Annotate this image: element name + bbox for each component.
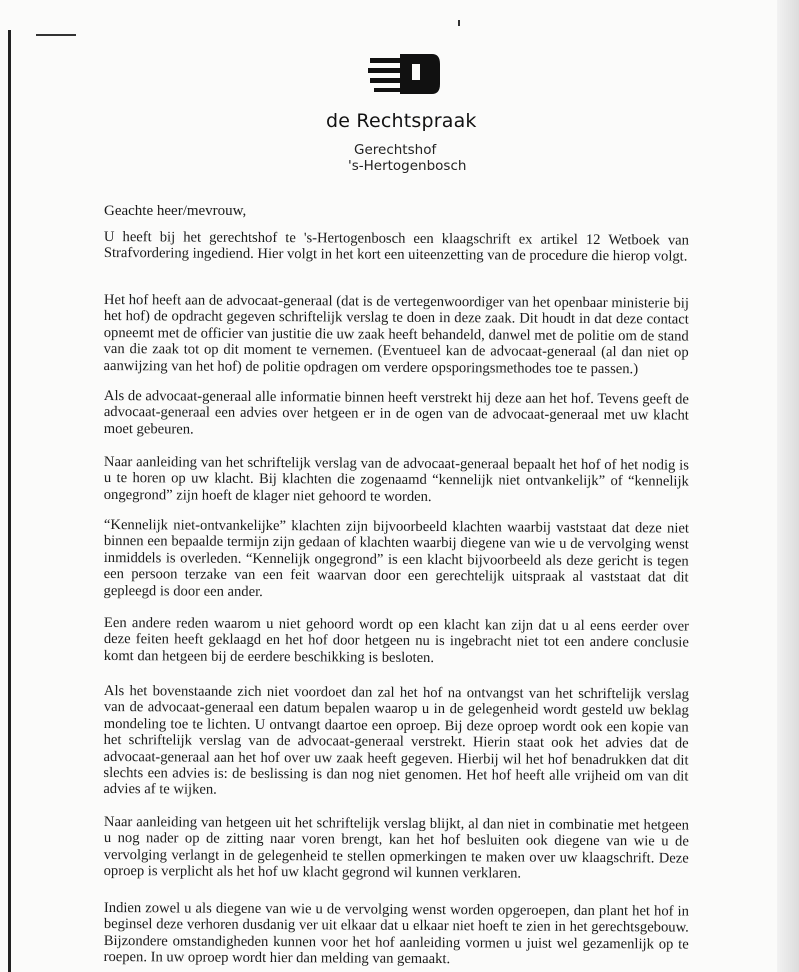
paragraph-8: Naar aanleiding van hetgeen uit het schriftelijk verslag blijkt, al dan niet in combinatie met hetgeen u nog nader op de zitting naar voren brengt, kan het hof besluiten ook diegene van wie u de vervolging verlangt in de gelegenheid te stellen opmerkingen te maken over uw klaagschrift. Deze oproep is verplicht als het hof uw klacht gegrond wil kunnen verklaren. bbox=[103, 814, 689, 882]
paragraph-2: Het hof heeft aan de advocaat-generaal (dat is de vertegenwoordiger van het openbaar ministerie bij het hof) de opdracht gegeven schriftelijk verslag te doen in deze zaak. Dit houdt in dat deze contact opneemt met de officier van justitie die uw zaak heeft behandeld, danwel met de politie om de stand van die zaak tot op dit moment te vernemen. (Eventueel kan de advocaat-generaal (al dan niet op aanwijzing van het hof) de politie opdragen om verdere opsporingsmethodes toe te passen.) bbox=[103, 292, 689, 377]
paragraph-3: Als de advocaat-generaal alle informatie binnen heeft verstrekt hij deze aan het hof. Tevens geeft de advocaat-generaal een advies over hetgeen er in de ogen van de advocaat-generaal met uw klacht moet gebeuren. bbox=[103, 388, 689, 438]
court-city: 's-Hertogenbosch bbox=[348, 158, 467, 174]
scan-border-left bbox=[8, 30, 11, 972]
salutation: Geachte heer/mevrouw, bbox=[104, 203, 247, 219]
scan-border-right bbox=[777, 0, 799, 972]
rechtspraak-logo-icon bbox=[368, 52, 442, 96]
scan-tick bbox=[458, 20, 460, 26]
paragraph-1: U heeft bij het gerechtshof te 's-Hertogenbosch een klaagschrift ex artikel 12 Wetboek van Strafvordering ingediend. Hier volgt in het kort een uiteenzetting van de procedure die hierop volgt. bbox=[103, 229, 689, 265]
paragraph-5: “Kennelijk niet-ontvankelijke” klachten zijn bijvoorbeeld klachten waarbij vaststaat dat deze niet binnen een bepaalde termijn zijn gedaan of klachten waarbij diegene van wie u de vervolging wenst inmiddels is overleden. “Kennelijk ongegrond” is een klacht bijvoorbeeld als deze gericht is tegen een persoon terzake van een feit waarvan door een gerechtelijk uitspraak al vaststaat dat dit gepleegd is door een ander. bbox=[103, 517, 689, 600]
paragraph-7: Als het bovenstaande zich niet voordoet dan zal het hof na ontvangst van het schriftelijk verslag van de advocaat-generaal een datum bepalen waarop u in de gelegenheid wordt gesteld uw beklag mondeling toe te lichten. U ontvangt daartoe een oproep. Bij deze oproep wordt ook een kopie van het schriftelijk verslag van de advocaat-generaal verstrekt. Hierin staat ook het advies dat de advocaat-generaal aan het hof over uw zaak heeft gegeven. Hierbij wil het hof benadrukken dat dit slechts een advies is: de beslissing is dan nog niet genomen. Het hof heeft alle vrijheid om van dit advies af te wijken. bbox=[103, 683, 689, 799]
paragraph-9: Indien zowel u als diegene van wie u de vervolging wenst worden opgeroepen, dan plant het hof in beginsel deze verhoren dusdanig ver uit elkaar dat u elkaar niet hoeft te zien in het gerechtsgebouw. Bijzondere omstandigheden kunnen voor het hof aanleiding vormen u juist wel gezamenlijk op te roepen. In uw oproep wordt hier dan melding van gemaakt. bbox=[103, 900, 689, 968]
paragraph-6: Een andere reden waarom u niet gehoord wordt op een klacht kan zijn dat u al eens eerder over deze feiten heeft geklaagd en het hof door hetgeen nu is ingebracht niet tot een andere conclusie komt dan hetgeen bij de eerdere beschikking is besloten. bbox=[103, 615, 689, 666]
court-name: Gerechtshof bbox=[354, 142, 437, 158]
scan-mark bbox=[36, 34, 76, 36]
paragraph-4: Naar aanleiding van het schriftelijk verslag van de advocaat-generaal bepaalt het hof of het nodig is u te horen op uw klacht. Bij klachten die zogenaamd “kennelijk niet ontvankelijk” of “kennelijk ongegrond” zijn hoeft de klager niet gehoord te worden. bbox=[103, 454, 689, 505]
brand-name: de Rechtspraak bbox=[326, 110, 477, 132]
